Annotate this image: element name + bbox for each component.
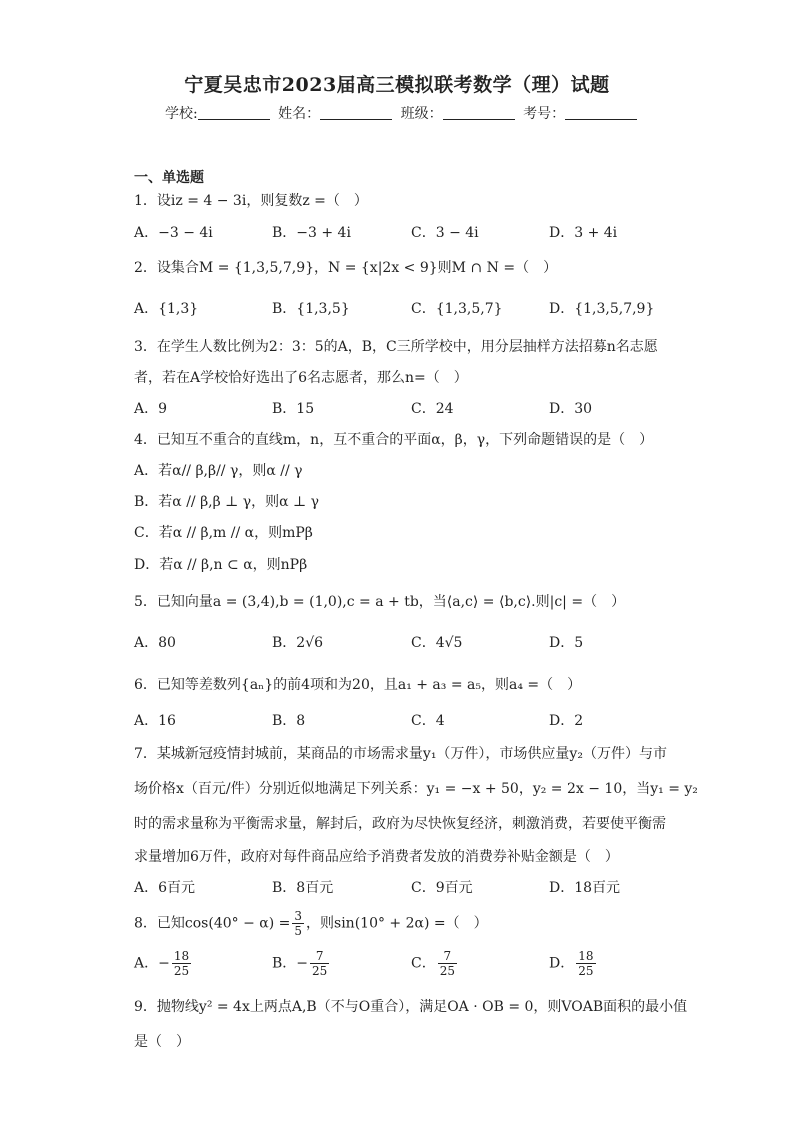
question-8-fraction-denominator: 5 <box>294 924 303 938</box>
question-3-option-c: C．24 <box>411 401 454 417</box>
question-9-line-2: 是（ ） <box>134 1034 190 1050</box>
question-5-option-a: A．80 <box>134 635 176 651</box>
question-6-option-d: D．2 <box>549 713 584 729</box>
question-4-option-b: B．若α // β,β ⊥ γ，则α ⊥ γ <box>134 494 320 510</box>
question-5-option-c: C．4√5 <box>411 635 463 651</box>
question-8-option-b-denominator: 25 <box>312 964 328 978</box>
question-3-option-b: B．15 <box>272 401 315 417</box>
question-7-option-c: C．9百元 <box>411 880 473 896</box>
question-6-stem: 6．已知等差数列{aₙ}的前4项和为20，且a₁ + a₃ = a₅，则a₄ =（ ） <box>134 677 582 693</box>
question-8-option-c-numerator: 7 <box>438 949 457 964</box>
school-label: 学校: <box>165 106 198 122</box>
question-3-stem-line-2: 者，若在A学校恰好选出了6名志愿者，那么n=（ ） <box>134 370 468 386</box>
id-label: 考号： <box>523 106 566 122</box>
question-8-stem <box>134 909 488 938</box>
question-7-option-a: A．6百元 <box>134 880 196 896</box>
question-2-option-a: A．{1,3} <box>134 301 199 317</box>
question-1-option-b: B．−3 + 4i <box>272 225 351 241</box>
question-8-fraction <box>292 909 304 938</box>
name-blank <box>320 105 392 120</box>
question-2-option-c: C．{1,3,5,7} <box>411 301 503 317</box>
question-8-option-b <box>272 949 331 978</box>
question-5-stem: 5．已知向量a = (3,4),b = (1,0),c = a + tb，当⟨a,c⟩ = ⟨b,c⟩.则|c| =（ ） <box>134 594 626 610</box>
question-8-option-d <box>549 949 598 978</box>
question-8-option-c-fraction <box>438 949 457 978</box>
question-8-option-d-numerator: 18 <box>578 949 594 963</box>
class-blank <box>443 105 515 120</box>
question-4-stem: 4．已知互不重合的直线m，n，互不重合的平面α，β，γ，下列命题错误的是（ ） <box>134 432 654 448</box>
exam-title: 宁夏吴忠市2023届高三模拟联考数学（理）试题 <box>184 74 610 96</box>
question-8-option-a-numerator: 18 <box>173 949 190 963</box>
question-7-option-d: D．18百元 <box>549 880 621 896</box>
question-8-option-a-denominator: 25 <box>173 964 190 978</box>
question-4-option-a: A．若α// β,β// γ，则α // γ <box>134 463 303 479</box>
question-9-line-1: 9．抛物线y² = 4x上两点A,B（不与O重合），满足OA · OB = 0，则VOAB面积的最小值 <box>134 999 688 1015</box>
question-1-stem: 1．设iz = 4 − 3i，则复数z =（ ） <box>134 193 368 209</box>
id-blank <box>565 105 637 120</box>
question-8-option-d-label: D． <box>549 955 575 972</box>
question-4-option-c: C．若α // β,m // α，则mPβ <box>134 525 313 541</box>
question-8-option-b-fraction <box>310 949 329 978</box>
question-8-option-b-numerator: 7 <box>310 949 329 964</box>
question-8-option-c-denominator: 25 <box>439 964 455 978</box>
question-8-option-b-label: B．− <box>272 955 309 972</box>
question-8-option-c <box>411 949 459 978</box>
question-8-stem-prefix: 8．已知cos(40° − α) = <box>134 915 291 932</box>
question-3-stem-line-1: 3．在学生人数比例为2：3：5的A，B，C三所学校中，用分层抽样方法招募n名志愿 <box>134 339 658 355</box>
question-7-option-b: B．8百元 <box>272 880 334 896</box>
question-2-stem: 2．设集合M = {1,3,5,7,9}，N = {x|2x < 9}则M ∩ N =（ ） <box>134 260 558 276</box>
question-2-option-d: D．{1,3,5,7,9} <box>549 301 655 317</box>
question-3-option-d: D．30 <box>549 401 593 417</box>
question-6-option-a: A．16 <box>134 713 176 729</box>
question-8-option-d-denominator: 25 <box>578 964 594 978</box>
question-8-stem-suffix: ，则sin(10° + 2α) =（ ） <box>306 915 488 932</box>
question-7-line-1: 7．某城新冠疫情封城前，某商品的市场需求量y₁（万件），市场供应量y₂（万件）与市 <box>134 746 667 762</box>
section-heading: 一、单选题 <box>134 170 204 186</box>
question-3-option-a: A．9 <box>134 401 168 417</box>
question-8-option-a-label: A．− <box>134 955 170 972</box>
school-blank <box>198 105 270 120</box>
question-5-option-d: D．5 <box>549 635 584 651</box>
student-info-row <box>165 103 641 123</box>
question-2-option-b: B．{1,3,5} <box>272 301 350 317</box>
question-1-option-c: C．3 − 4i <box>411 225 479 241</box>
question-6-option-c: C．4 <box>411 713 445 729</box>
question-1-option-a: A．−3 − 4i <box>134 225 213 241</box>
question-1-option-d: D．3 + 4i <box>549 225 618 241</box>
question-6-option-b: B．8 <box>272 713 306 729</box>
name-label: 姓名： <box>278 106 321 122</box>
class-label: 班级： <box>400 106 443 122</box>
question-8-option-c-label: C． <box>411 955 436 972</box>
question-7-line-4: 求量增加6万件，政府对每件商品应给予消费者发放的消费券补贴金额是（ ） <box>134 849 619 865</box>
question-8-option-a <box>134 949 193 978</box>
question-7-line-2: 场价格x（百元/件）分别近似地满足下列关系：y₁ = −x + 50，y₂ = 2x − 10，当y₁ = y₂ <box>134 781 698 797</box>
question-8-fraction-numerator: 3 <box>294 909 303 923</box>
question-8-option-d-fraction <box>576 949 595 978</box>
question-4-option-d: D．若α // β,n ⊂ α，则nPβ <box>134 557 308 573</box>
question-5-option-b: B．2√6 <box>272 635 324 651</box>
question-7-line-3: 时的需求量称为平衡需求量，解封后，政府为尽快恢复经济，刺激消费，若要使平衡需 <box>134 816 666 832</box>
question-8-option-a-fraction <box>172 949 191 978</box>
